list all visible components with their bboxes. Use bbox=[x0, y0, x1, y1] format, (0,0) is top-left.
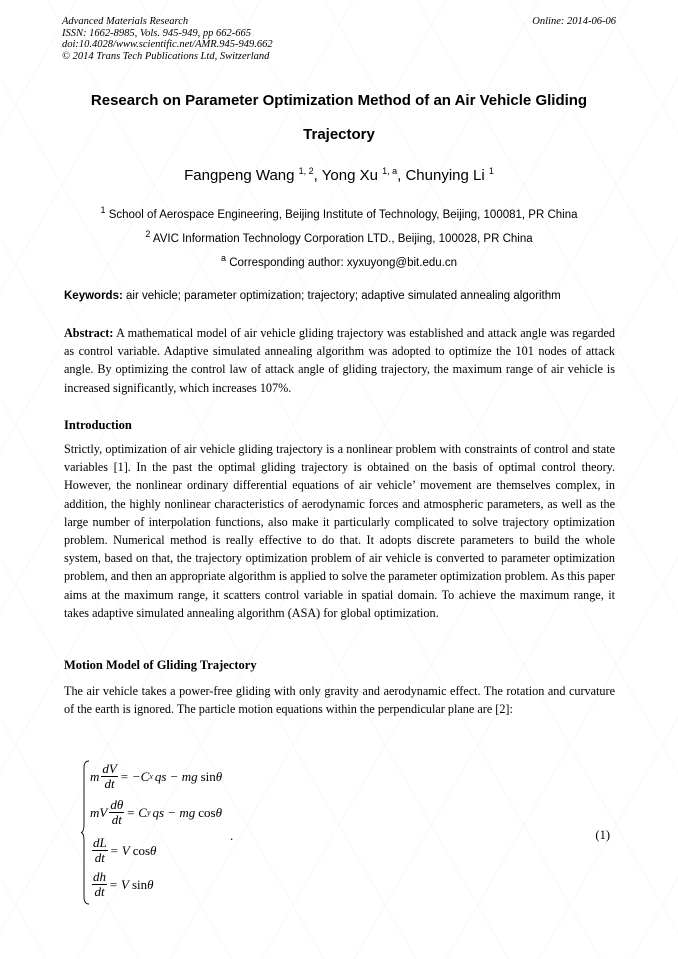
section-heading-motion-model: Motion Model of Gliding Trajectory bbox=[64, 658, 257, 672]
eq-term: qs − mg bbox=[154, 768, 198, 784]
equation-line-2 bbox=[90, 798, 222, 827]
fraction-numerator: dθ bbox=[110, 797, 124, 812]
affiliation-text: Corresponding author: xyxuyong@bit.edu.cn bbox=[229, 256, 457, 269]
fraction-denominator: dt bbox=[111, 812, 122, 827]
equation-end-dot: . bbox=[230, 828, 234, 843]
eq-term: m bbox=[90, 768, 100, 784]
eq-term: = −C bbox=[119, 768, 150, 784]
affiliation-marker: 2 bbox=[145, 229, 151, 239]
fraction bbox=[109, 798, 124, 827]
keywords bbox=[64, 290, 624, 302]
eq-term: = C bbox=[126, 804, 147, 820]
journal-header bbox=[62, 16, 273, 62]
abstract-label: Abstract: bbox=[64, 326, 114, 340]
eq-function: sin bbox=[131, 876, 148, 892]
eq-term: = V bbox=[109, 842, 130, 858]
eq-variable: θ bbox=[147, 876, 154, 892]
motion-model-paragraph: The air vehicle takes a power-free gliding with only gravity and aerodynamic effect. The rotation and curvature of the earth is ignored. The particle motion equations within the perpendicular plane are [2]: bbox=[64, 684, 615, 717]
paper-title-line1: Research on Parameter Optimization Method of an Air Vehicle Gliding bbox=[90, 92, 588, 109]
equation-line-3 bbox=[90, 836, 156, 865]
affiliation-marker: a bbox=[221, 253, 227, 263]
eq-function: sin bbox=[200, 768, 216, 784]
fraction bbox=[92, 836, 108, 865]
eq-subscript: y bbox=[146, 808, 151, 817]
fraction-numerator: dh bbox=[93, 869, 106, 884]
keywords-text: air vehicle; parameter optimization; trajectory; adaptive simulated annealing algorithm bbox=[126, 290, 561, 302]
eq-variable: θ bbox=[150, 842, 157, 858]
fraction-numerator: dV bbox=[102, 761, 117, 776]
equation-line-4 bbox=[90, 870, 154, 899]
affiliation-1 bbox=[40, 205, 638, 221]
online-date: Online: 2014-06-06 bbox=[532, 16, 616, 27]
paper-title-line2: Trajectory bbox=[303, 126, 375, 143]
issn-line: ISSN: 1662-8985, Vols. 945-949, pp 662-665 bbox=[62, 27, 251, 39]
fraction bbox=[101, 762, 117, 791]
doi-line: doi:10.4028/www.scientific.net/AMR.945-949.662 bbox=[62, 39, 273, 50]
eq-variable: θ bbox=[215, 768, 223, 784]
section-heading-introduction: Introduction bbox=[64, 418, 132, 432]
affiliation-2 bbox=[40, 229, 638, 245]
author-superscript: 1, a bbox=[382, 166, 398, 176]
author-name: Chunying Li bbox=[405, 167, 485, 184]
affiliation-marker: 1 bbox=[100, 205, 106, 215]
equation-number: (1) bbox=[595, 828, 610, 842]
left-brace bbox=[80, 760, 90, 905]
eq-variable: θ bbox=[215, 804, 222, 820]
corresponding-author bbox=[40, 253, 638, 269]
abstract-text: A mathematical model of air vehicle gliding trajectory was established and attack angle was regarded as control variable. Adaptive simulated annealing algorithm was adopted to optimize the 101 nodes of attack angle. By optimizing the control law of attack angle of gliding trajectory, the maximum range of air vehicle is increased significantly, which increases 107%. bbox=[64, 326, 615, 395]
author-superscript: 1, 2 bbox=[298, 166, 314, 176]
introduction-paragraph: Strictly, optimization of air vehicle gliding trajectory is a nonlinear problem with constraints of control and state variables [1]. In the past the optimal gliding trajectory is obtained on the basis of optimal control theory. However, the nonlinear ordinary differential equations of air vehicle’ movement are themselves complex, in addition, the highly nonlinear characteristics of aerodynamic forces and atmospheric parameters, as well as the large number of interpolation functions, also make it particularly complicated to solve trajectory optimization problem. Numerical method is really effective to do that. It adopts discrete parameters to build the whole system, based on that, the trajectory optimization problem of air vehicle is converted to parameter optimization problem, and then an appropriate algorithm is applied to solve the parameter optimization problem. As this paper aims at the maximum range, it scatters control variable in spatial domain. To achieve the maximum range, it takes adaptive simulated annealing algorithm (ASA) for global optimization. bbox=[64, 442, 615, 620]
fraction-denominator: dt bbox=[94, 850, 105, 865]
eq-term: qs − mg bbox=[152, 804, 196, 820]
affiliation-text: School of Aerospace Engineering, Beijing Institute of Technology, Beijing, 100081, PR China bbox=[108, 208, 578, 221]
equation-line-1 bbox=[90, 762, 222, 791]
author-superscript: 1 bbox=[488, 166, 494, 176]
eq-term: mV bbox=[90, 804, 108, 820]
author-name: Yong Xu bbox=[321, 167, 378, 184]
fraction bbox=[92, 870, 107, 899]
abstract bbox=[64, 324, 615, 397]
eq-subscript: x bbox=[149, 772, 153, 781]
author-name: Fangpeng Wang bbox=[184, 167, 295, 184]
keywords-label: Keywords: bbox=[64, 290, 123, 302]
equation-1 bbox=[80, 760, 620, 910]
copyright-line: © 2014 Trans Tech Publications Ltd, Switzerland bbox=[62, 50, 270, 62]
journal-name: Advanced Materials Research bbox=[62, 16, 189, 27]
author-list: Fangpeng Wang $^{1, 2}$, Yong Xu $^{1, a}$, Chunying Li $^1$ bbox=[184, 166, 494, 184]
eq-function: cos bbox=[132, 842, 151, 858]
affiliation-text: AVIC Information Technology Corporation LTD., Beijing, 100028, PR China bbox=[152, 232, 533, 245]
fraction-denominator: dt bbox=[104, 776, 115, 791]
fraction-numerator: dL bbox=[93, 835, 107, 850]
fraction-denominator: dt bbox=[94, 884, 105, 899]
eq-function: cos bbox=[198, 804, 216, 820]
eq-term: = V bbox=[109, 876, 129, 892]
